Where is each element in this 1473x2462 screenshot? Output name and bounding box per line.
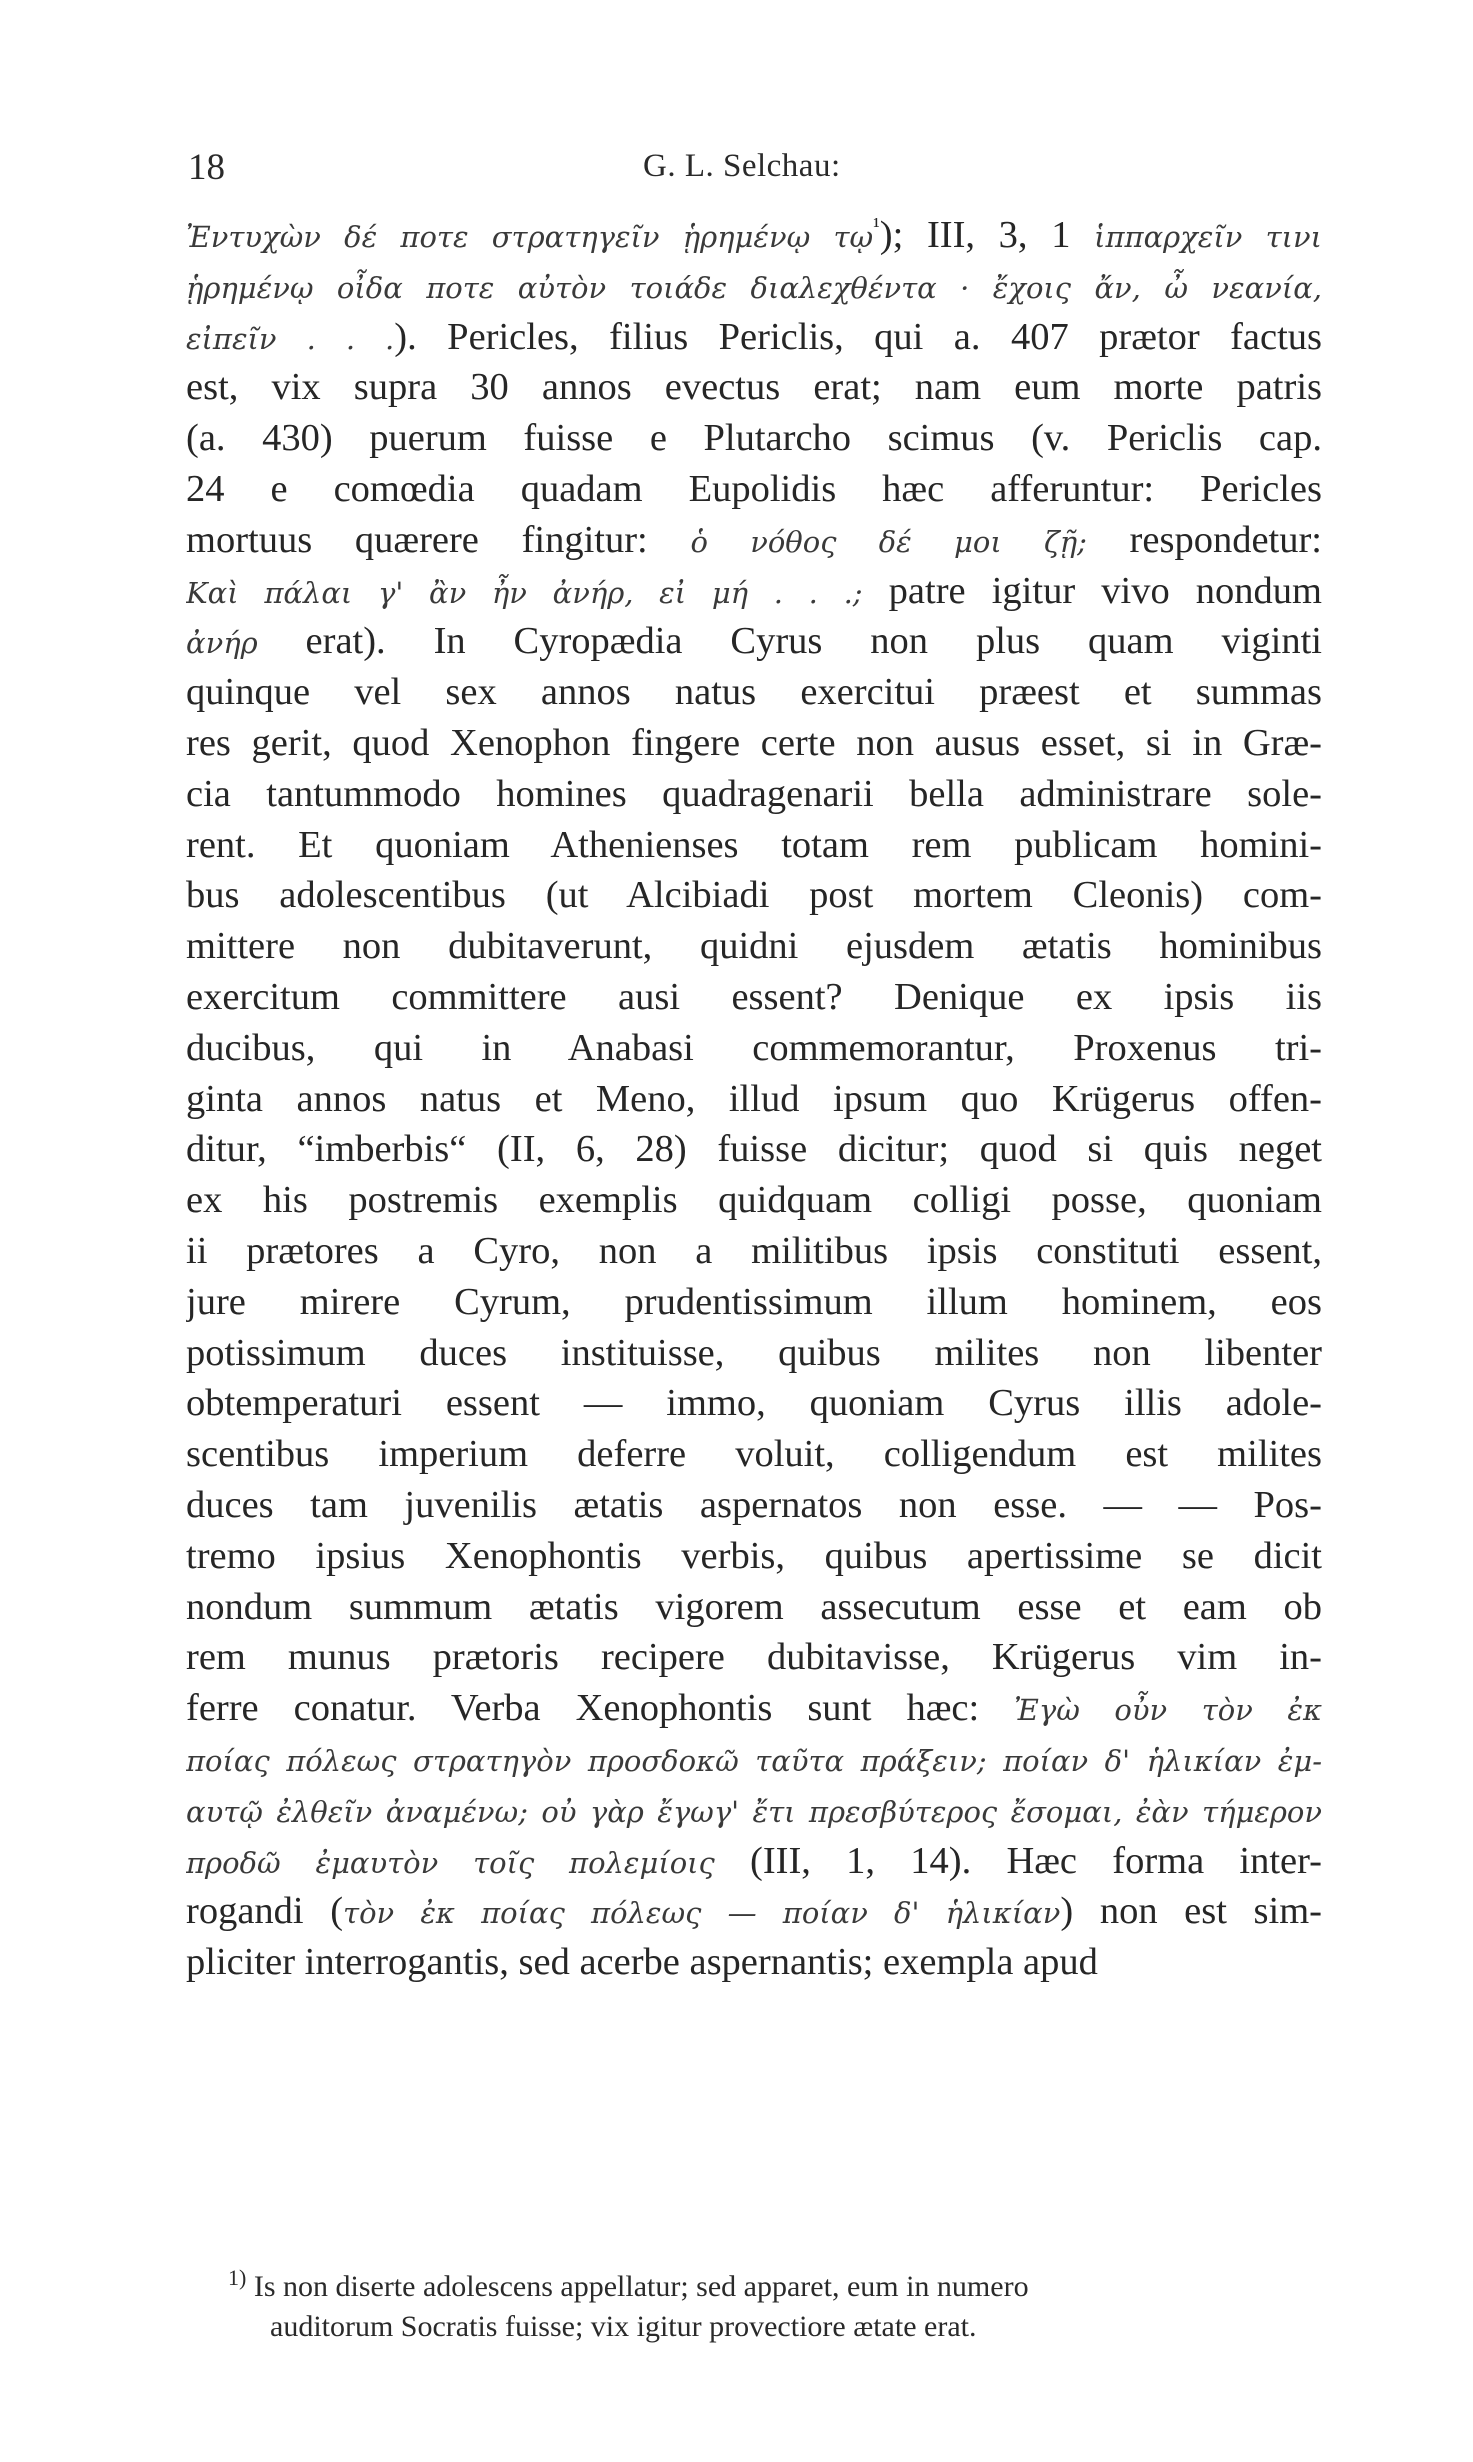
- text-line: [186, 1937, 1322, 1988]
- latin-text: jure mirere Cyrum, prudentissimum illum hominem, eos: [186, 1280, 1322, 1323]
- footnote-line-2: auditorum Socratis fuisse; vix igitur provectiore ætate erat.: [270, 2310, 977, 2343]
- latin-text: ginta annos natus et Meno, illud ipsum quo Krügerus offen-: [186, 1077, 1322, 1120]
- text-line: [186, 1277, 1322, 1328]
- greek-quote: Ἐντυχὼν δέ ποτε στρατηγεῖν ᾑρημένῳ τῳ: [186, 220, 874, 254]
- greek-quote: ἀνήρ: [186, 626, 258, 661]
- latin-text: 24 e comœdia quadam Eupolidis hæc afferuntur: Pericles: [186, 467, 1322, 510]
- greek-quote: εἰπεῖν . . .: [186, 321, 395, 356]
- greek-quote: τὸν ἐκ ποίας πόλεως — ποίαν δ' ἡλικίαν: [343, 1896, 1061, 1931]
- latin-text: ii prætores a Cyro, non a militibus ipsis constituti essent,: [186, 1229, 1322, 1272]
- text-line: [186, 1836, 1322, 1887]
- greek-quote: ἱππαρχεῖν τινι: [1094, 220, 1322, 254]
- text-line: [186, 1886, 1322, 1937]
- latin-text: (III, 1, 14). Hæc forma inter-: [714, 1839, 1322, 1882]
- greek-quote: Καὶ πάλαι γ' ἂν ἦν ἀνήρ, εἰ μή . . .;: [186, 575, 863, 610]
- text-line: [186, 667, 1322, 718]
- text-line: [186, 1632, 1322, 1683]
- latin-text: tremo ipsius Xenophontis verbis, quibus apertissime se dicit: [186, 1534, 1322, 1577]
- latin-text: exercitum committere ausi essent? Denique ex ipsis iis: [186, 975, 1322, 1018]
- latin-text: respondetur:: [1086, 518, 1322, 561]
- text-line: [186, 515, 1322, 566]
- text-line: [186, 566, 1322, 617]
- text-line: [186, 870, 1322, 921]
- text-line: [186, 1023, 1322, 1074]
- text-line: [186, 362, 1322, 413]
- latin-text: mortuus quærere fingitur:: [186, 518, 691, 561]
- latin-text: scentibus imperium deferre voluit, colligendum est milites: [186, 1433, 1322, 1476]
- text-line: [186, 820, 1322, 871]
- latin-text: bus adolescentibus (ut Alcibiadi post mortem Cleonis) com-: [186, 874, 1322, 917]
- latin-text: rem munus prætoris recipere dubitavisse, Krügerus vim in-: [186, 1636, 1322, 1679]
- text-line: [186, 718, 1322, 769]
- latin-text: patre igitur vivo nondum: [862, 569, 1322, 612]
- text-line: [186, 413, 1322, 464]
- text-line: [186, 1683, 1322, 1734]
- text-line: [186, 1785, 1322, 1836]
- text-line: [186, 210, 1322, 261]
- latin-text: ) non est sim-: [1060, 1890, 1322, 1933]
- latin-text: ex his postremis exemplis quidquam colligi posse, quoniam: [186, 1179, 1322, 1222]
- latin-text: rogandi (: [186, 1890, 344, 1933]
- text-line: [186, 1429, 1322, 1480]
- page-header: [188, 146, 1320, 196]
- text-line: [186, 1531, 1322, 1582]
- text-line: [186, 1378, 1322, 1429]
- text-line: [186, 464, 1322, 515]
- running-head: G. L. Selchau:: [643, 148, 841, 184]
- latin-text: erat). In Cyropædia Cyrus non plus quam viginti: [257, 620, 1322, 663]
- greek-quote: προδῶ ἐμαυτὸν τοῖς πολεμίοις: [186, 1845, 715, 1880]
- latin-text: pliciter interrogantis, sed acerbe aspernantis; exempla apud: [186, 1941, 1098, 1984]
- text-line: [186, 616, 1322, 667]
- text-line: [186, 769, 1322, 820]
- greek-quote: ᾑρημένῳ οἶδα ποτε αὐτὸν τοιάδε διαλεχθέντα · ἔχοις ἄν, ὦ νεανία,: [186, 270, 1322, 305]
- latin-text: ). Pericles, filius Periclis, qui a. 407 prætor factus: [394, 315, 1322, 358]
- text-line: [186, 1175, 1322, 1226]
- latin-text: duces tam juvenilis ætatis aspernatos non esse. — — Pos-: [186, 1483, 1322, 1526]
- text-line: [186, 1734, 1322, 1785]
- latin-text: ); III, 3, 1: [879, 214, 1095, 256]
- text-line: [186, 1582, 1322, 1633]
- text-line: [186, 1328, 1322, 1379]
- footnote-text-1: Is non diserte adolescens appellatur; sed apparet, eum in numero: [253, 2270, 1029, 2303]
- latin-text: ferre conatur. Verba Xenophontis sunt hæc:: [186, 1687, 1015, 1730]
- latin-text: (a. 430) puerum fuisse e Plutarcho scimus (v. Periclis cap.: [186, 417, 1322, 460]
- footnote-line-1: [228, 2267, 1278, 2307]
- text-line: [186, 1074, 1322, 1125]
- latin-text: rent. Et quoniam Athenienses totam rem publicam homini-: [186, 823, 1322, 866]
- greek-quote: Ἐγὼ οὖν τὸν ἐκ: [1014, 1693, 1322, 1728]
- latin-text: quinque vel sex annos natus exercitui præest et summas: [186, 671, 1322, 714]
- latin-text: ditur, “imberbis“ (II, 6, 28) fuisse dicitur; quod si quis neget: [186, 1128, 1322, 1171]
- latin-text: nondum summum ætatis vigorem assecutum esse et eam ob: [186, 1585, 1322, 1628]
- latin-text: mittere non dubitaverunt, quidni ejusdem ætatis hominibus: [186, 925, 1322, 968]
- body-text: [186, 210, 1322, 1988]
- text-line: [186, 261, 1322, 312]
- latin-text: res gerit, quod Xenophon fingere certe non ausus esset, si in Græ-: [186, 721, 1322, 764]
- text-line: [186, 1480, 1322, 1531]
- latin-text: ducibus, qui in Anabasi commemorantur, Proxenus tri-: [186, 1026, 1322, 1069]
- latin-text: potissimum duces instituisse, quibus milites non libenter: [186, 1331, 1322, 1374]
- latin-text: cia tantummodo homines quadragenarii bella administrare sole-: [186, 772, 1322, 815]
- latin-text: obtemperaturi essent — immo, quoniam Cyrus illis adole-: [186, 1382, 1322, 1425]
- greek-quote: ποίας πόλεως στρατηγὸν προσδοκῶ ταῦτα πράξειν; ποίαν δ' ἡλικίαν ἐμ-: [186, 1743, 1322, 1778]
- page-number: 18: [188, 147, 225, 188]
- latin-text: est, vix supra 30 annos evectus erat; nam eum morte patris: [186, 366, 1322, 409]
- text-line: [186, 972, 1322, 1023]
- text-line: [186, 921, 1322, 972]
- text-line: [186, 1226, 1322, 1277]
- greek-quote: ὁ νόθος δέ μοι ζῇ;: [690, 524, 1087, 559]
- footnote: [228, 2267, 1278, 2347]
- text-line: [186, 312, 1322, 363]
- footnote-ref: ¹: [873, 213, 880, 239]
- footnote-marker: 1): [228, 2265, 247, 2290]
- text-line: [186, 1124, 1322, 1175]
- greek-quote: αυτῷ ἐλθεῖν ἀναμένω; οὐ γὰρ ἔγωγ' ἔτι πρεσβύτερος ἔσομαι, ἐὰν τήμερον: [186, 1794, 1322, 1829]
